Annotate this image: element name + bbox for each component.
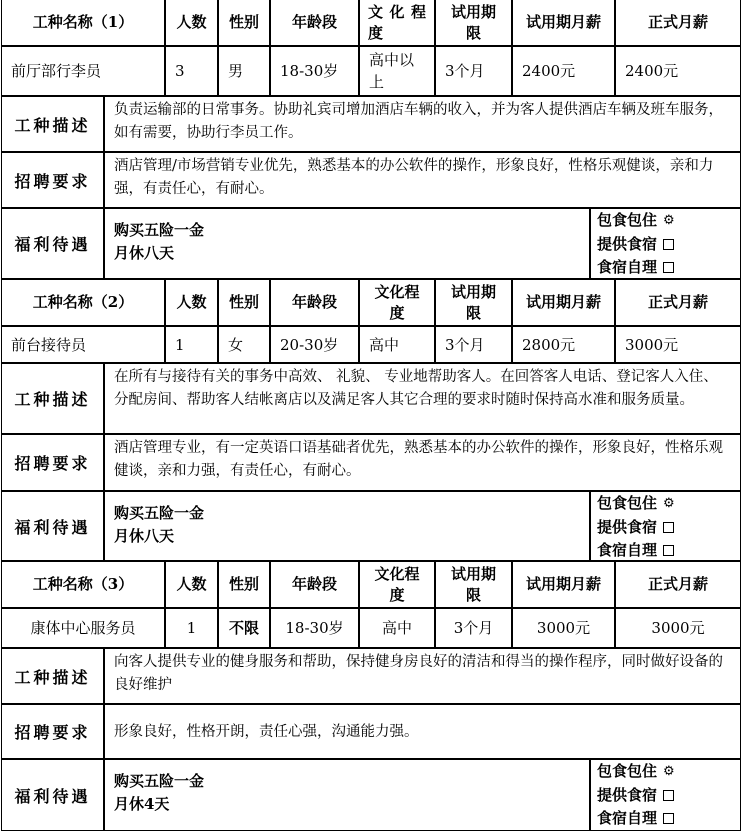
requirements-row [2, 435, 742, 492]
trial-salary-header: 试用期月薪 [512, 561, 615, 608]
job-title-header: 工种名称（3） [1, 561, 165, 608]
formal-salary-header: 正式月薪 [615, 561, 741, 608]
description-text: 负责运输部的日常事务。协助礼宾司增加酒店车辆的收入，并为客人提供酒店车辆及班车服务，如有需要，协助行李员工作。 [104, 96, 741, 152]
option-self-paid [597, 539, 740, 561]
count-header: 人数 [165, 0, 218, 46]
requirements-label: 招聘要求 [1, 434, 104, 491]
benefits-label: 福利待遇 [1, 208, 104, 279]
gear-icon: ⚙ [663, 213, 675, 228]
benefits-main [104, 759, 590, 831]
benefit-options [590, 491, 741, 561]
job-values-row [2, 327, 742, 364]
job-trial-salary: 2400元 [512, 46, 615, 96]
requirements-text: 酒店管理专业，有一定英语口语基础者优先，熟悉基本的办公软件的操作，形象良好，性格乐观健谈，亲和力强，有责任心，有耐心。 [104, 434, 741, 491]
option-self-paid [597, 256, 740, 279]
benefits-row [2, 492, 742, 562]
job-trial: 3个月 [435, 608, 512, 648]
benefit-insurance: 购买五险一金 [114, 772, 205, 790]
job-values-row [2, 609, 742, 649]
job-header-row [2, 562, 742, 609]
job-count: 3 [165, 46, 218, 96]
requirements-row [2, 153, 742, 209]
requirements-label: 招聘要求 [1, 152, 104, 208]
gender-header: 性别 [218, 0, 270, 46]
job-count: 1 [165, 608, 218, 648]
trial-header: 试用期限 [435, 561, 512, 608]
benefit-options [590, 759, 741, 831]
gear-icon: ⚙ [663, 764, 675, 779]
checkbox[interactable] [663, 813, 674, 824]
job-gender: 女 [218, 326, 270, 363]
job-count: 1 [165, 326, 218, 363]
description-text: 向客人提供专业的健身服务和帮助，保持健身房良好的清洁和得当的操作程序，同时做好设备的良好维护 [104, 648, 741, 704]
benefit-insurance: 购买五险一金 [114, 221, 205, 239]
benefit-insurance: 购买五险一金 [114, 504, 205, 522]
job-age: 18-30岁 [270, 46, 359, 96]
count-header: 人数 [165, 561, 218, 608]
trial-header: 试用期限 [435, 0, 512, 46]
option-label: 食宿自理 [597, 809, 658, 827]
requirements-label: 招聘要求 [1, 704, 104, 759]
checkbox[interactable] [663, 790, 674, 801]
job-title-header: 工种名称（2） [1, 279, 165, 326]
option-label: 包食包住 [597, 494, 658, 512]
option-board-lodging [597, 209, 740, 233]
description-label: 工种描述 [1, 96, 104, 152]
education-header: 文化程度 [359, 561, 435, 608]
trial-header: 试用期限 [435, 279, 512, 326]
job-trial: 3个月 [435, 326, 512, 363]
trial-salary-header: 试用期月薪 [512, 0, 615, 46]
job-trial-salary: 3000元 [512, 608, 615, 648]
job-age: 20-30岁 [270, 326, 359, 363]
benefits-main [104, 208, 590, 279]
requirements-text: 形象良好，性格开朗，责任心强，沟通能力强。 [104, 704, 741, 759]
checkbox[interactable] [663, 262, 674, 273]
trial-salary-header: 试用期月薪 [512, 279, 615, 326]
age-header: 年龄段 [270, 561, 359, 608]
option-meals-provided [597, 516, 740, 540]
job-name: 前台接待员 [1, 326, 165, 363]
checkbox[interactable] [663, 239, 674, 250]
job-gender: 男 [218, 46, 270, 96]
formal-salary-header: 正式月薪 [615, 0, 741, 46]
benefits-row [2, 209, 742, 280]
age-header: 年龄段 [270, 0, 359, 46]
gender-header: 性别 [218, 561, 270, 608]
description-row [2, 97, 742, 153]
option-meals-provided [597, 784, 740, 808]
option-label: 食宿自理 [597, 258, 658, 276]
job-education: 高中 [359, 608, 435, 648]
description-label: 工种描述 [1, 648, 104, 704]
option-label: 提供食宿 [597, 785, 658, 804]
description-label: 工种描述 [1, 363, 104, 434]
description-text: 在所有与接待有关的事务中高效、 礼貌、 专业地帮助客人。在回答客人电话、登记客人入住、分配房间、帮助客人结帐离店以及满足客人其它合理的要求时随时保持高水准和服务质量。 [104, 363, 741, 434]
option-label: 提供食宿 [597, 517, 658, 536]
benefit-days-off: 月休4天 [114, 795, 170, 813]
job-header-row [2, 280, 742, 327]
benefits-label: 福利待遇 [1, 491, 104, 561]
education-header: 文化程度 [359, 279, 435, 326]
job-values-row [2, 47, 742, 97]
option-board-lodging [597, 492, 740, 516]
benefit-options [590, 208, 741, 279]
option-label: 包食包住 [597, 211, 658, 229]
benefit-days-off: 月休八天 [114, 527, 175, 545]
age-header: 年龄段 [270, 279, 359, 326]
requirements-text: 酒店管理/市场营销专业优先，熟悉基本的办公软件的操作，形象良好，性格乐观健谈，亲和力强，有责任心，有耐心。 [104, 152, 741, 208]
checkbox[interactable] [663, 522, 674, 533]
checkbox[interactable] [663, 545, 674, 556]
job-name: 前厅部行李员 [1, 46, 165, 96]
option-label: 食宿自理 [597, 541, 658, 559]
count-header: 人数 [165, 279, 218, 326]
benefit-days-off: 月休八天 [114, 244, 175, 262]
job-education: 高中以上 [359, 46, 435, 96]
option-label: 提供食宿 [597, 234, 658, 253]
description-row [2, 364, 742, 435]
benefits-main [104, 491, 590, 561]
job-title-header: 工种名称（1） [1, 0, 165, 46]
benefits-row [2, 760, 742, 832]
option-label: 包食包住 [597, 762, 658, 780]
option-meals-provided [597, 233, 740, 257]
job-education: 高中 [359, 326, 435, 363]
job-formal-salary: 3000元 [615, 608, 741, 648]
job-formal-salary: 2400元 [615, 46, 741, 96]
job-formal-salary: 3000元 [615, 326, 741, 363]
job-gender: 不限 [218, 608, 270, 648]
benefits-label: 福利待遇 [1, 759, 104, 831]
requirements-row [2, 705, 742, 760]
job-header-row [2, 0, 742, 47]
job-trial-salary: 2800元 [512, 326, 615, 363]
option-self-paid [597, 807, 740, 831]
option-board-lodging [597, 760, 740, 784]
job-trial: 3个月 [435, 46, 512, 96]
education-header: 文化程度 [359, 0, 435, 46]
gear-icon: ⚙ [663, 496, 675, 511]
gender-header: 性别 [218, 279, 270, 326]
job-age: 18-30岁 [270, 608, 359, 648]
job-name: 康体中心服务员 [1, 608, 165, 648]
description-row [2, 649, 742, 705]
formal-salary-header: 正式月薪 [615, 279, 741, 326]
